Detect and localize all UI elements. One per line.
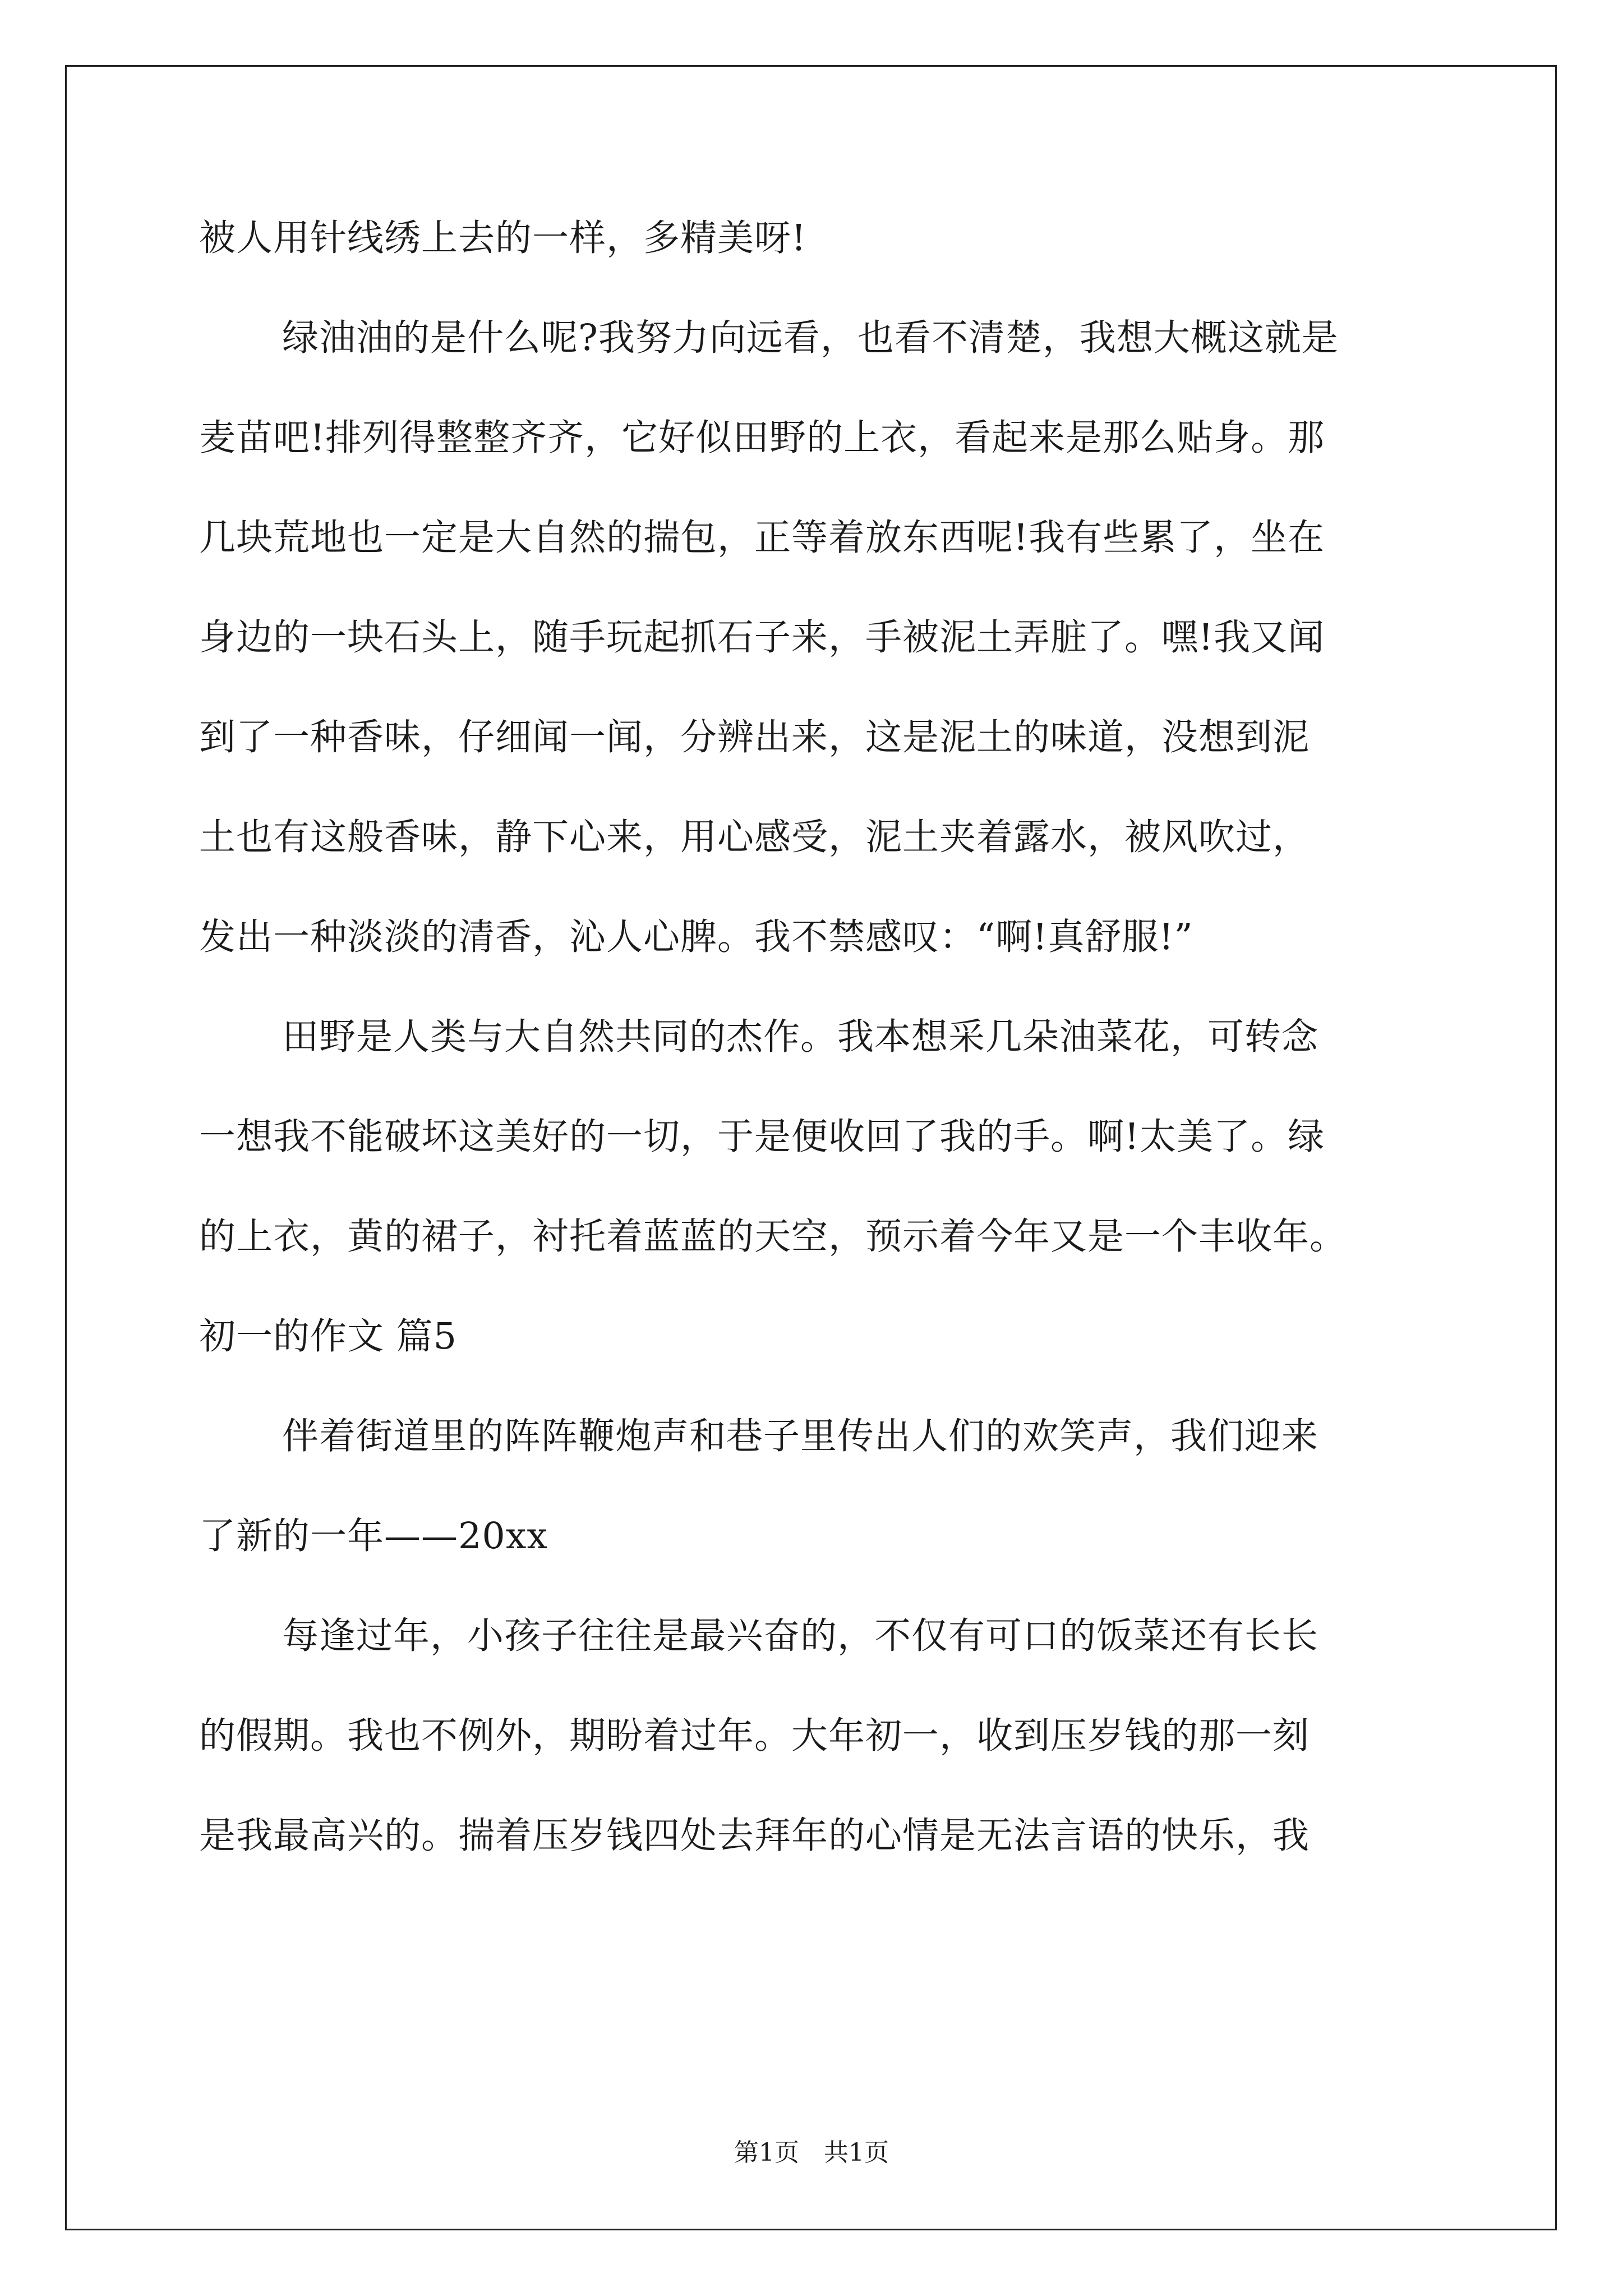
section-heading: 初一的作文 篇5 [199, 1315, 458, 1358]
text-line: 几块荒地也一定是大自然的揣包，正等着放东西呢!我有些累了，坐在 [199, 517, 1325, 559]
text-line: 麦苗吧!排列得整整齐齐，它好似田野的上衣，看起来是那么贴身。那 [199, 417, 1325, 459]
document-body [199, 210, 1427, 1908]
page-footer: 第1页 共1页 [734, 2138, 889, 2167]
text-line: 身边的一块石头上，随手玩起抓石子来，手被泥土弄脏了。嘿!我又闻 [199, 616, 1325, 659]
paragraph-start-line: 每逢过年，小孩子往往是最兴奋的，不仅有可口的饭菜还有长长 [282, 1615, 1319, 1657]
text-line: 一想我不能破坏这美好的一切，于是便收回了我的手。啊!太美了。绿 [199, 1116, 1325, 1158]
text-line: 了新的一年——20xx [199, 1515, 548, 1557]
paragraph-start-line: 伴着街道里的阵阵鞭炮声和巷子里传出人们的欢笑声，我们迎来 [282, 1415, 1319, 1457]
text-line: 土也有这般香味，静下心来，用心感受，泥土夹着露水，被风吹过， [199, 816, 1310, 858]
text-line: 的假期。我也不例外，期盼着过年。大年初一，收到压岁钱的那一刻 [199, 1715, 1310, 1757]
paragraph-start-line: 绿油油的是什么呢?我努力向远看，也看不清楚，我想大概这就是 [282, 317, 1339, 359]
paragraph-start-line: 田野是人类与大自然共同的杰作。我本想采几朵油菜花，可转念 [282, 1016, 1319, 1058]
text-line: 发出一种淡淡的清香，沁人心脾。我不禁感叹：“啊!真舒服!” [199, 916, 1193, 958]
text-line: 被人用针线绣上去的一样，多精美呀! [199, 217, 807, 259]
text-line: 到了一种香味，仔细闻一闻，分辨出来，这是泥土的味道，没想到泥 [199, 716, 1310, 758]
text-line: 是我最高兴的。揣着压岁钱四处去拜年的心情是无法言语的快乐，我 [199, 1815, 1310, 1857]
text-line: 的上衣，黄的裙子，衬托着蓝蓝的天空，预示着今年又是一个丰收年。 [199, 1216, 1347, 1258]
